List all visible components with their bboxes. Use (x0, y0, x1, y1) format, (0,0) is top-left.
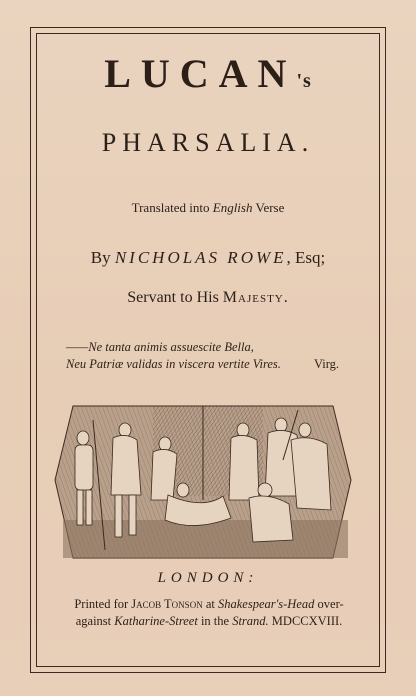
title-lucan-suffix: 's (296, 70, 312, 92)
imprint-street: Katharine-Street (114, 614, 198, 628)
imprint-strand: Strand. (232, 614, 269, 628)
motto-line-1: ——Ne tanta animis assuescite Bella, (66, 340, 254, 354)
author-line (36, 248, 380, 268)
servant-line (36, 289, 380, 307)
servant-title: Majesty. (222, 289, 289, 306)
translated-suffix: Verse (252, 200, 285, 215)
author-name: NICHOLAS ROWE (114, 248, 287, 267)
author-by: By (90, 248, 115, 267)
title-line-2: PHARSALIA. (101, 128, 315, 157)
title-line-1 (36, 50, 380, 97)
translated-line (36, 200, 380, 216)
translated-italic: English (212, 200, 253, 215)
imprint-l1-c: at (202, 597, 218, 611)
servant-prefix: Servant to His (127, 289, 223, 306)
imprint-year: MDCCXVIII. (268, 614, 343, 628)
engraved-vignette-icon (53, 400, 353, 565)
motto-attribution: Virg. (314, 357, 340, 371)
imprint-publisher: Jacob Tonson (131, 597, 203, 611)
imprint-city: LONDON: (157, 570, 259, 586)
translated-prefix: Translated into (131, 200, 213, 215)
imprint-l1-e: over- (314, 597, 344, 611)
imprint-line-2 (44, 614, 374, 629)
imprint-l1-a: Printed for (74, 597, 132, 611)
motto-line-2: Neu Patriæ validas in viscera vertite Vires. (66, 357, 281, 371)
title-lucan: LUCAN (104, 51, 297, 96)
imprint-sign: Shakespear's-Head (217, 597, 315, 611)
imprint-l2-c: in the (197, 614, 233, 628)
imprint-line-1 (44, 597, 374, 612)
imprint-l2-a: against (75, 614, 115, 628)
author-esq: , Esq; (286, 248, 326, 267)
